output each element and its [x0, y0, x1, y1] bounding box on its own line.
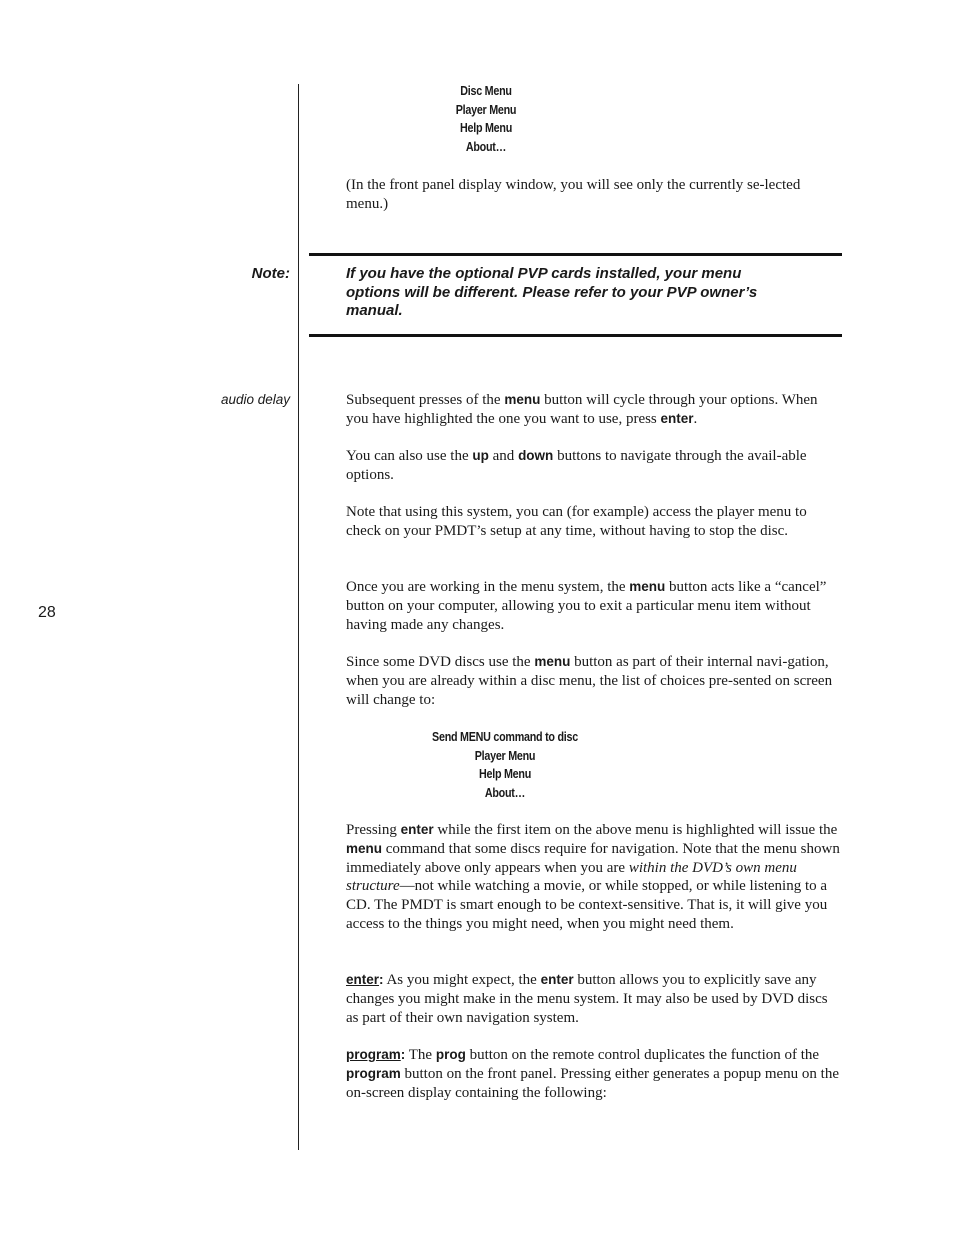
menu-list-disc [443, 82, 529, 157]
note-text: If you have the optional PVP cards installed, your menu options will be different. Please refer to your PVP owner’s manual. [346, 265, 758, 319]
page-number: 28 [38, 604, 56, 621]
menu-item: Player Menu [474, 748, 536, 763]
keyword-enter: enter [540, 972, 574, 987]
menu-list-send [419, 728, 591, 803]
keyword-prog: prog [435, 1047, 466, 1062]
paragraph-player-menu: Note that using this system, you can (for example) access the player menu to check on your PMDT’s setup at any time, without having to stop the disc. [346, 504, 807, 539]
keyword-down: down [518, 448, 554, 463]
heading-program: program [346, 1047, 401, 1062]
keyword-enter: enter [400, 822, 434, 837]
keyword-menu: menu [534, 654, 571, 669]
heading-enter: enter [346, 972, 380, 987]
keyword-menu: menu [346, 840, 383, 856]
margin-label: audio delay [220, 392, 290, 407]
keyword-enter: enter [660, 410, 694, 426]
note-top-rule [309, 253, 842, 256]
menu-item: About… [465, 140, 507, 155]
note-label: Note: [251, 265, 290, 282]
menu-item: Send MENU command to disc [432, 730, 578, 744]
menu-item: Disc Menu [460, 84, 512, 98]
paragraph-cancel: Once you are working in the menu system, the menu button acts like a “cancel” button on your computer, allowing you to exit a particular menu item without having made any changes. [346, 579, 827, 633]
paragraph-pressing-enter: Pressing enter while the first item on the above menu is highlighted will issue the menu command that some discs require for navigation. Note that the menu shown immediately above only appears when you are within the DVD’s own menu structure—not while watching a movie, or while stopped, or while listening to a CD. The PMDT is smart enough to be context-sensitive. That is, it will give you access to the things you might need, when you might need them. [346, 822, 840, 932]
menu-item: About… [484, 786, 526, 801]
menu-item: Help Menu [478, 767, 532, 782]
paragraph-front-panel: (In the front panel display window, you will see only the currently se-lected menu.) [346, 177, 801, 212]
paragraph-up-down: You can also use the up and down buttons to navigate through the avail-able options. [346, 448, 807, 483]
keyword-menu: menu [504, 392, 541, 407]
keyword-up: up [472, 448, 489, 463]
menu-item: Help Menu [459, 121, 513, 136]
paragraph-dvd-menu: Since some DVD discs use the menu button as part of their internal navi-gation, when you are already within a disc menu, the list of choices pre-sented on screen will change to: [346, 654, 833, 708]
menu-item: Player Menu [455, 102, 517, 117]
paragraph-enter: enter: As you might expect, the enter button allows you to explicitly save any changes you might make in the menu system. It may also be used by DVD discs as part of their own navigation system. [346, 972, 828, 1026]
note-bottom-rule [309, 334, 842, 337]
paragraph-menu-cycle: Subsequent presses of the menu button will cycle through your options. When you have highlighted the one you want to use, press enter. [346, 392, 818, 427]
paragraph-program: program: The prog button on the remote control duplicates the function of the program button on the front panel. Pressing either generates a popup menu on the on-screen display containing the following: [346, 1047, 839, 1101]
column-divider [298, 84, 299, 1150]
keyword-program: program [346, 1065, 401, 1081]
keyword-menu: menu [629, 579, 666, 594]
